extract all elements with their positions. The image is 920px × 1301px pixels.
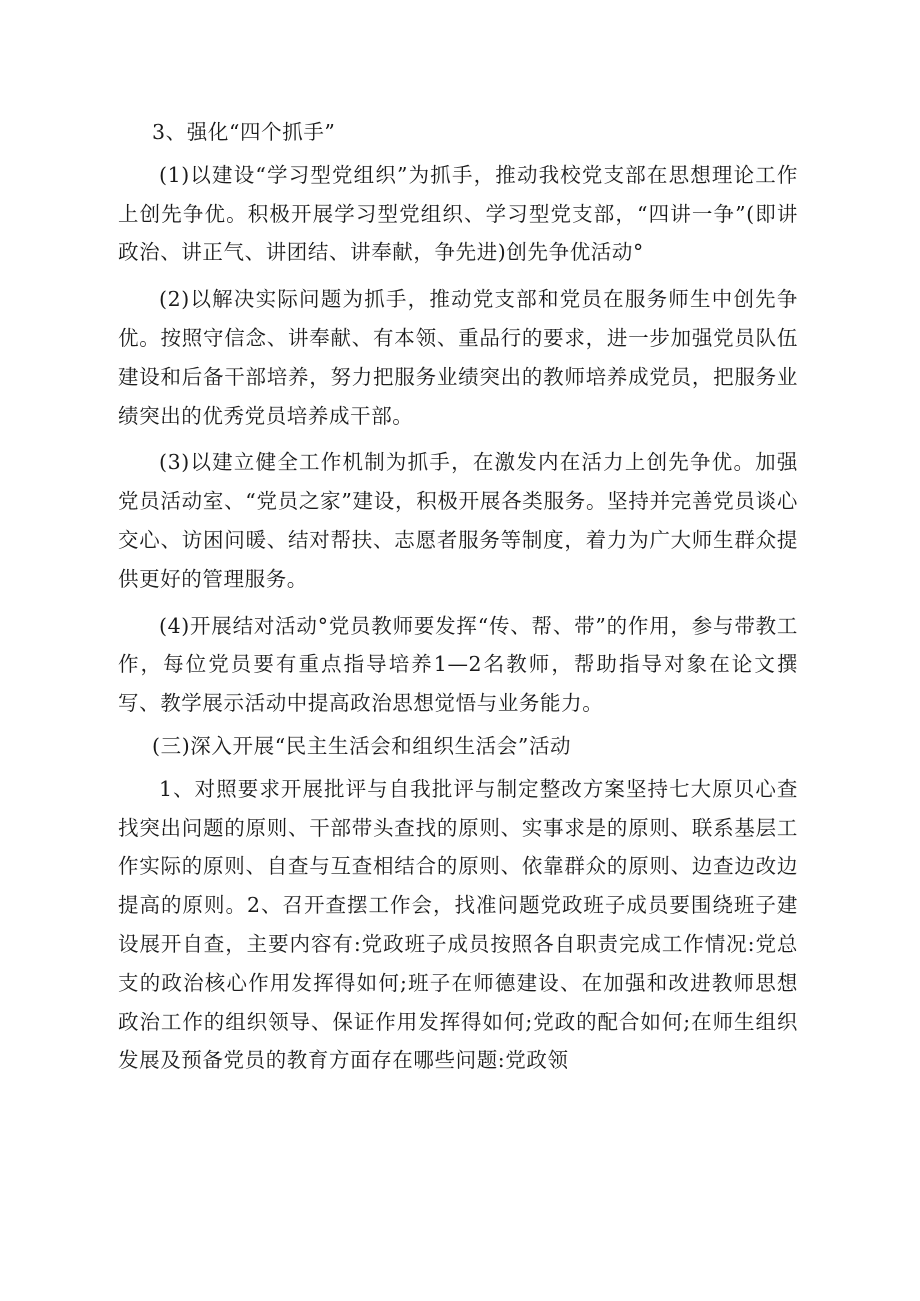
paragraph-item-2: (2)以解决实际问题为抓手，推动党支部和党员在服务师生中创先争优。按照守信念、讲奉献、有本领、重品行的要求，进一步加强党员队伍建设和后备干部培养，努力把服务业绩突出的教师培养成党员，把服务业绩突出的优秀党员培养成干部。 (118, 287, 798, 428)
section-heading-democratic-life-meeting: (三)深入开展“民主生活会和组织生活会”活动 (152, 733, 572, 758)
heading-strengthen-four-levers: 3、强化“四个抓手” (152, 120, 336, 144)
document-body (118, 113, 798, 1080)
paragraph-section-3-body: 1、对照要求开展批评与自我批评与制定整改方案坚持七大原贝心查找突出问题的原则、干部带头查找的原则、实事求是的原则、联系基层工作实际的原则、自查与互查相结合的原则、依靠群众的原则、边查边改边提高的原则。2、召开查摆工作会，找准问题党政班子成员要围绕班子建设展开自查，主要内容有:党政班子成员按照各自职责完成工作情况:党总支的政治核心作用发挥得如何;班子在师德建设、在加强和改进教师思想政治工作的组织领导、保证作用发挥得如何;党政的配合如何;在师生组织发展及预备党员的教育方面存在哪些问题:党政领 (118, 776, 798, 1073)
paragraph-item-4: (4)开展结对活动°党员教师要发挥“传、帮、带”的作用，参与带教工作，每位党员要有重点指导培养1—2名教师，帮助指导对象在论文撰写、教学展示活动中提高政治思想觉悟与业务能力。 (118, 613, 798, 716)
paragraph-item-1: (1)以建设“学习型党组织”为抓手，推动我校党支部在思想理论工作上创先争优。积极开展学习型党组织、学习型党支部，“四讲一争”(即讲政治、讲正气、讲团结、讲奉献，争先进)创先争优活动° (118, 162, 798, 265)
paragraph-item-3: (3)以建立健全工作机制为抓手，在激发内在活力上创先争优。加强党员活动室、“党员之家”建设，积极开展各类服务。坚持并完善党员谈心交心、访困问暖、结对帮扶、志愿者服务等制度，着力为广大师生群众提供更好的管理服务。 (118, 450, 798, 591)
